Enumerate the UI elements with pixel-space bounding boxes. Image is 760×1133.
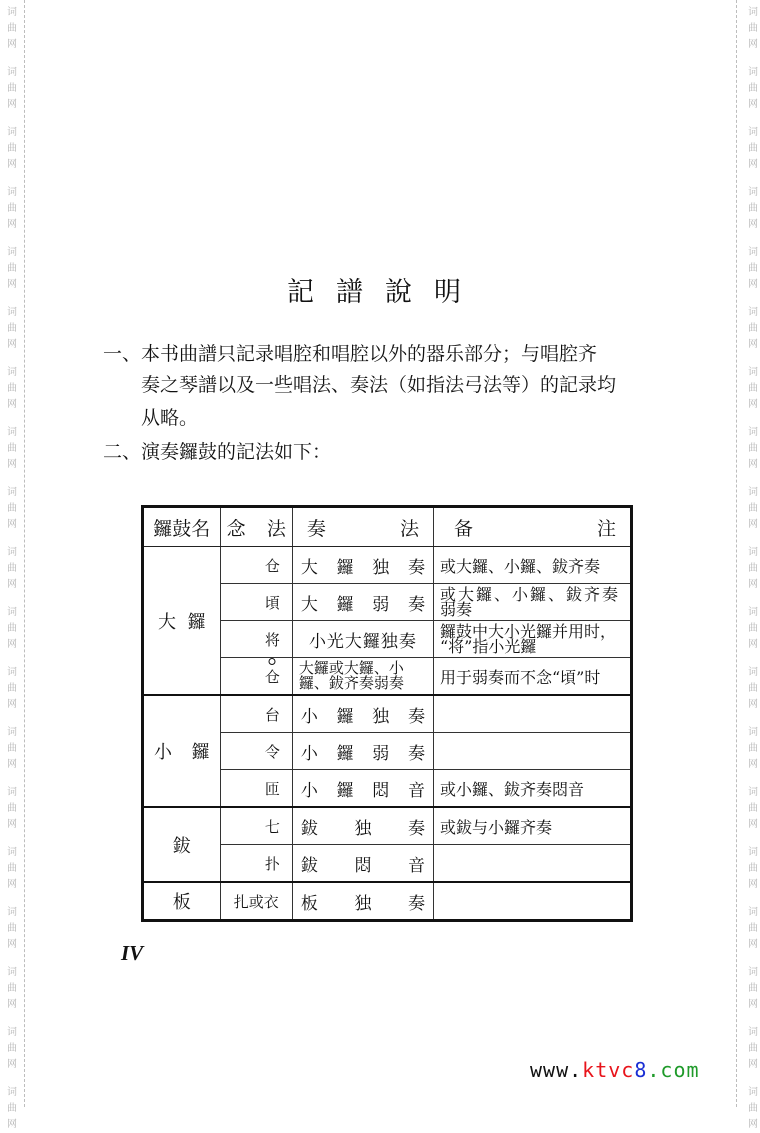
page-title: 記譜說明 [287, 277, 483, 308]
method-char: 音 [408, 780, 425, 801]
note-cell [434, 621, 632, 658]
watermark-text: 词 曲 网 [748, 607, 758, 650]
reading-cell: 七 [220, 807, 292, 845]
url-part-com: .com [647, 1058, 700, 1082]
group-name-bo: 鈸 [143, 807, 221, 882]
watermark-text: 词 曲 网 [7, 727, 17, 770]
method-char: 弱 [372, 594, 390, 615]
note-cell: 或大鑼、小鑼、鈸齐奏 [434, 547, 632, 584]
group-name-char: 鑼 [187, 611, 206, 633]
method-cell [292, 733, 433, 770]
url-part-8: 8 [634, 1058, 648, 1082]
header-label: 奏 [306, 517, 326, 540]
method-cell [292, 695, 433, 733]
paragraph-1-line-3: 从略。 [141, 407, 199, 429]
table-row [143, 882, 632, 921]
method-char: 独 [372, 706, 390, 727]
url-part-ktvc: ktvc [582, 1058, 635, 1082]
right-watermark-strip [736, 0, 760, 1130]
method-char: 小 [300, 780, 318, 801]
watermark-text: 词 曲 网 [748, 787, 758, 830]
watermark-text: 词 曲 网 [748, 907, 758, 950]
method-char: 板 [300, 893, 318, 914]
watermark-text: 词 曲 网 [7, 1027, 17, 1070]
method-cell [292, 658, 433, 696]
site-url-watermark [530, 1058, 700, 1082]
watermark-text: 词 曲 网 [7, 667, 17, 710]
reading-cell: 頃 [220, 584, 292, 621]
watermark-text: 词 曲 网 [7, 427, 17, 470]
method-char: 奏 [408, 706, 425, 727]
note-line: 或大鑼、小鑼、鈸齐奏 [440, 585, 621, 604]
method-char: 音 [407, 855, 425, 876]
method-char: 鑼 [336, 594, 354, 615]
note-cell: 或小鑼、鈸齐奏悶音 [434, 770, 632, 808]
method-char: 鑼 [336, 780, 354, 801]
note-cell [434, 584, 632, 621]
watermark-text: 词 曲 网 [7, 1087, 17, 1130]
page-number: IV [121, 941, 144, 965]
watermark-text: 词 曲 网 [748, 7, 758, 50]
table-row [143, 547, 632, 584]
reading-cell: 扑 [220, 845, 292, 883]
watermark-text: 词 曲 网 [748, 187, 758, 230]
watermark-text: 词 曲 网 [748, 67, 758, 110]
note-cell [434, 733, 632, 770]
paragraph-1-line-2: 奏之琴譜以及一些唱法、奏法（如指法弓法等）的記录均 [141, 374, 617, 396]
method-char: 鈸 [300, 818, 318, 839]
method-char: 奏 [407, 818, 425, 839]
method-cell [292, 547, 433, 584]
header-reading [220, 507, 292, 547]
method-char: 大 [300, 594, 318, 615]
watermark-text: 词 曲 网 [7, 187, 17, 230]
watermark-text: 词 曲 网 [7, 607, 17, 650]
method-char: 奏 [408, 557, 425, 578]
method-char: 奏 [408, 594, 425, 615]
group-name-char: 鑼 [191, 742, 210, 763]
note-cell [434, 695, 632, 733]
method-char: 独 [354, 893, 372, 914]
watermark-text: 词 曲 网 [748, 427, 758, 470]
method-char: 鈸 [300, 855, 318, 876]
reading-cell [220, 658, 292, 696]
method-char: 悶 [354, 855, 372, 876]
watermark-text: 词 曲 网 [748, 1087, 758, 1130]
watermark-text: 词 曲 网 [7, 787, 17, 830]
watermark-text: 词 曲 网 [748, 487, 758, 530]
note-line: 弱奏 [440, 600, 473, 619]
method-line: 鑼、鈸齐奏弱奏 [298, 674, 404, 692]
watermark-text: 词 曲 网 [748, 727, 758, 770]
watermark-text: 词 曲 网 [748, 547, 758, 590]
reading-cell: 仓 [220, 547, 292, 584]
note-line: 鑼鼓中大小光鑼并用时， [440, 622, 617, 641]
watermark-text: 词 曲 网 [7, 247, 17, 290]
header-instrument-name [143, 507, 221, 547]
header-label: 备 [454, 517, 474, 540]
watermark-text: 词 曲 网 [748, 367, 758, 410]
watermark-text: 词 曲 网 [748, 667, 758, 710]
method-char: 小 [300, 743, 318, 764]
method-char: 奏 [407, 893, 425, 914]
group-name-ban: 板 [143, 882, 221, 921]
paragraph-2: 二、演奏鑼鼓的記法如下： [103, 441, 332, 463]
header-label: 注 [596, 517, 616, 540]
reading-cell: 匝 [220, 770, 292, 808]
method-cell: 小光大鑼独奏 [292, 621, 433, 658]
percussion-notation-table [141, 505, 633, 922]
reading-cell: 扎或衣 [220, 882, 292, 921]
method-char: 独 [372, 557, 390, 578]
table-row [143, 807, 632, 845]
watermark-text: 词 曲 网 [748, 1027, 758, 1070]
reading-cell: 将 [220, 621, 292, 658]
method-char: 鑼 [336, 743, 354, 764]
note-cell: 或鈸与小鑼齐奏 [434, 807, 632, 845]
watermark-text: 词 曲 网 [7, 67, 17, 110]
url-part-www: www. [530, 1058, 583, 1082]
header-label: 念 [226, 517, 246, 540]
group-name-xiao-luo [143, 695, 221, 807]
watermark-text: 词 曲 网 [748, 127, 758, 170]
watermark-text: 词 曲 网 [7, 7, 17, 50]
watermark-text: 词 曲 网 [7, 907, 17, 950]
header-label: 鑼鼓名 [153, 517, 211, 540]
method-cell [292, 882, 433, 921]
group-name-char: 小 [154, 742, 172, 763]
method-cell [292, 845, 433, 883]
header-playing-method [292, 507, 433, 547]
group-name-char: 大 [158, 611, 176, 633]
method-char: 悶 [372, 780, 390, 801]
method-line: 大鑼或大鑼、小 [298, 659, 404, 677]
method-char: 奏 [408, 743, 425, 764]
note-cell [434, 882, 632, 921]
watermark-text: 词 曲 网 [7, 367, 17, 410]
watermark-text: 词 曲 网 [7, 307, 17, 350]
header-label: 法 [399, 517, 419, 540]
header-remarks [434, 507, 632, 547]
left-watermark-strip [0, 0, 25, 1130]
watermark-text: 词 曲 网 [7, 847, 17, 890]
method-char: 小 [300, 706, 318, 727]
method-char: 独 [354, 818, 372, 839]
watermark-text: 词 曲 网 [7, 967, 17, 1010]
watermark-text: 词 曲 网 [7, 487, 17, 530]
header-label: 法 [266, 517, 286, 540]
method-char: 弱 [372, 743, 390, 764]
reading-cell: 台 [220, 695, 292, 733]
method-char: 鑼 [336, 706, 354, 727]
watermark-text: 词 曲 网 [748, 247, 758, 290]
paragraph-1-line-1: 一、本书曲譜只記录唱腔和唱腔以外的器乐部分；与唱腔齐 [103, 343, 598, 365]
note-cell: 用于弱奏而不念“頃”时 [434, 658, 632, 696]
note-line: “将”指小光鑼 [440, 637, 537, 656]
group-name-da-luo [143, 547, 221, 696]
watermark-text: 词 曲 网 [7, 127, 17, 170]
method-char: 鑼 [336, 557, 354, 578]
watermark-text: 词 曲 网 [748, 847, 758, 890]
method-char: 大 [300, 557, 318, 578]
method-cell [292, 584, 433, 621]
watermark-text: 词 曲 网 [7, 547, 17, 590]
method-cell [292, 770, 433, 808]
table-header-row [143, 507, 632, 547]
watermark-text: 词 曲 网 [748, 307, 758, 350]
reading-with-circle-mark: 仓 [264, 667, 280, 686]
note-cell [434, 845, 632, 883]
table-row [143, 695, 632, 733]
method-cell [292, 807, 433, 845]
reading-cell: 令 [220, 733, 292, 770]
watermark-text: 词 曲 网 [748, 967, 758, 1010]
